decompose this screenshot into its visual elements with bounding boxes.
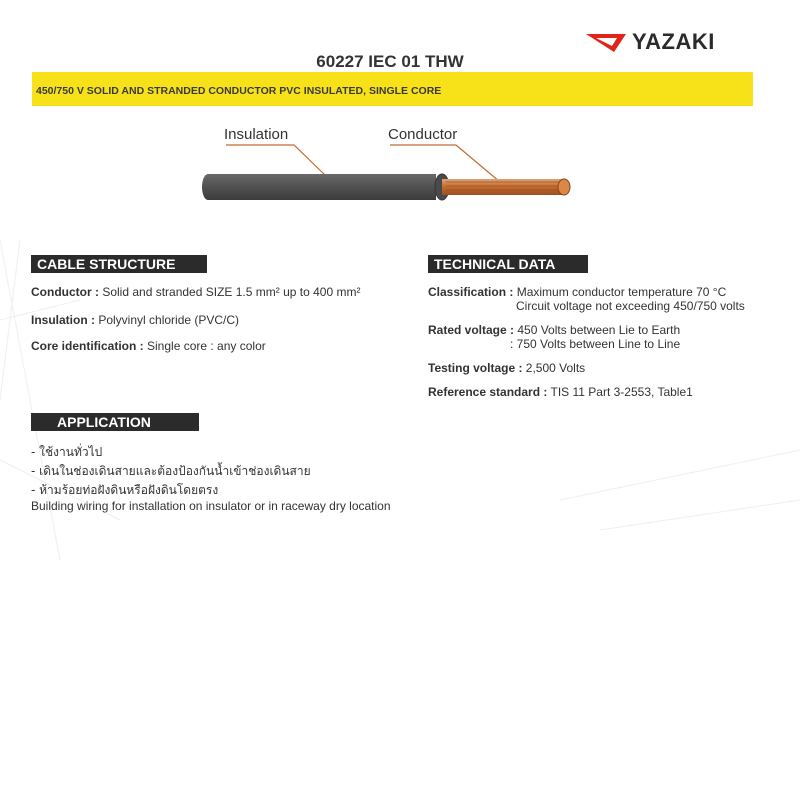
conductor-value: Solid and stranded SIZE 1.5 mm² up to 400 mm²	[99, 285, 361, 299]
classification-key: Classification :	[428, 285, 514, 299]
application-heading: APPLICATION	[31, 413, 199, 431]
testing-voltage-value: 2,500 Volts	[522, 361, 586, 375]
conductor-label: Conductor	[388, 126, 458, 143]
yazaki-logo	[586, 29, 715, 55]
insulation-leader-line	[226, 145, 326, 176]
application-english: Building wiring for installation on insulator or in raceway dry location	[31, 499, 391, 513]
rated-voltage-line1: 450 Volts between Lie to Earth	[514, 323, 681, 337]
testing-voltage-row	[428, 361, 585, 375]
technical-data-heading: TECHNICAL DATA	[428, 255, 588, 273]
core-identification-key: Core identification :	[31, 339, 144, 353]
testing-voltage-key: Testing voltage :	[428, 361, 523, 375]
application-bullet-1: - ใช้งานทั่วไป	[31, 445, 103, 459]
insulation-value: Polyvinyl chloride (PVC/C)	[95, 313, 240, 327]
document-title: 60227 IEC 01 THW	[316, 52, 464, 71]
conductor-key: Conductor :	[31, 285, 99, 299]
classification-row	[428, 285, 726, 299]
document-subtitle: 450/750 V SOLID AND STRANDED CONDUCTOR PVC INSULATED, SINGLE CORE	[36, 85, 442, 97]
reference-standard-key: Reference standard :	[428, 385, 548, 399]
insulation-key: Insulation :	[31, 313, 95, 327]
insulation-row	[31, 313, 239, 327]
cable-insulation	[202, 174, 436, 200]
insulation-label: Insulation	[224, 126, 289, 143]
core-identification-row	[31, 339, 266, 353]
rated-voltage-row	[428, 323, 680, 337]
core-identification-value: Single core : any color	[143, 339, 266, 353]
yazaki-mark-icon	[586, 31, 626, 53]
brand-name: YAZAKI	[632, 29, 715, 54]
classification-line1: Maximum conductor temperature 70 °C	[513, 285, 727, 299]
application-bullet-2: - เดินในช่องเดินสายและต้องป้องกันน้ำเข้าช่องเดินสาย	[31, 464, 311, 478]
cable-conductor	[442, 179, 564, 195]
rated-voltage-key: Rated voltage :	[428, 323, 515, 337]
conductor-row	[31, 285, 360, 299]
reference-standard-value: TIS 11 Part 3-2553, Table1	[547, 385, 693, 399]
reference-standard-row	[428, 385, 693, 399]
classification-line2: Circuit voltage not exceeding 450/750 volts	[516, 299, 745, 313]
cable-structure-heading: CABLE STRUCTURE	[31, 255, 207, 273]
conductor-end	[558, 179, 570, 195]
rated-voltage-line2: : 750 Volts between Line to Line	[510, 337, 681, 351]
application-bullet-3: - ห้ามร้อยท่อฝังดินหรือฝังดินโดยตรง	[31, 483, 219, 497]
